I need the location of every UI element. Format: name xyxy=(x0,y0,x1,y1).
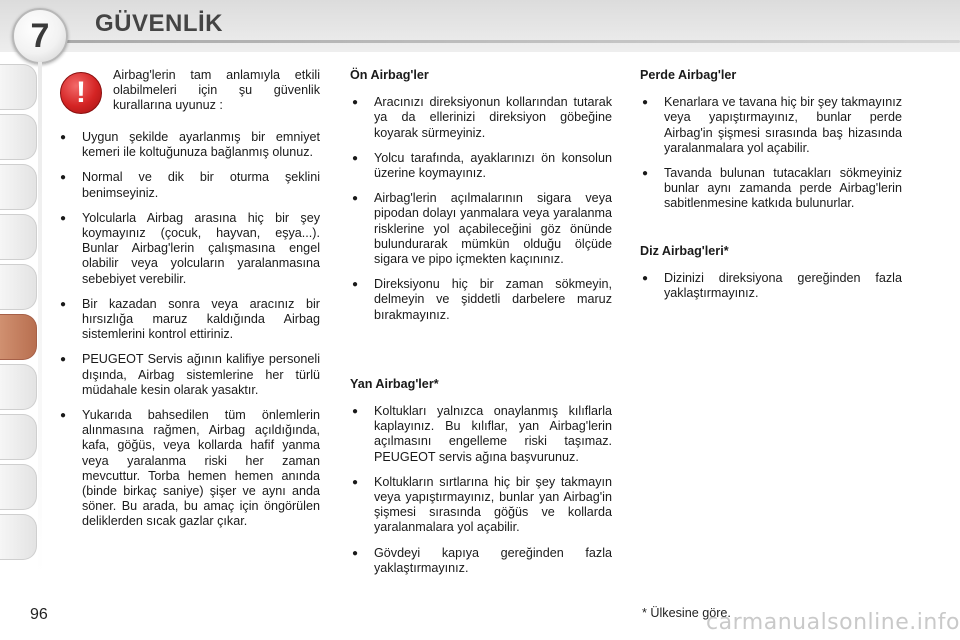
header-divider xyxy=(60,40,960,43)
side-airbags-heading: Yan Airbag'ler* xyxy=(350,376,439,391)
page-number: 96 xyxy=(30,606,48,623)
knee-airbags-list xyxy=(640,271,902,301)
front-airbags-list xyxy=(350,95,612,323)
side-airbags-list xyxy=(350,404,612,576)
list-item: ● Direksiyonu hiç bir zaman sökmeyin, delmeyin ve şiddetli darbelere maruz bırakmayınız. xyxy=(350,277,612,323)
list-item: ● Dizinizi direksiyona gereğinden fazla yaklaştırmayınız. xyxy=(640,271,902,301)
chapter-title: GÜVENLİK xyxy=(95,10,224,37)
chapter-tab[interactable] xyxy=(0,214,37,260)
list-item: ● Gövdeyi kapıya gereğinden fazla yaklaştırmayınız. xyxy=(350,546,612,576)
middle-column xyxy=(350,68,612,586)
list-item: ● Aracınızı direksiyonun kollarından tutarak ya da ellerinizi direksiyon göbeğine koyarak sürmeyiniz. xyxy=(350,95,612,141)
list-item: ● Yolcu tarafında, ayaklarınızı ön konsolun üzerine koymayınız. xyxy=(350,151,612,181)
chapter-tab[interactable] xyxy=(0,64,37,110)
chapter-tab-active[interactable] xyxy=(0,314,37,360)
chapter-tab[interactable] xyxy=(0,364,37,410)
warning-box xyxy=(58,68,320,130)
list-item: ● Koltukları yalnızca onaylanmış kılıflarla kaplayınız. Bu kılıflar, yan Airbag'lerin açılmasını engelleme riski taşımaz. PEUGEOT servis ağına başvurunuz. xyxy=(350,404,612,465)
list-item: ● Koltukların sırtlarına hiç bir şey takmayın veya yapıştırmayınız, bunlar yan Airbag'in şişmesi sırasında göğüs ve kollarda yaralanmalara yol açabilir. xyxy=(350,475,612,536)
curtain-airbags-heading: Perde Airbag'ler xyxy=(640,68,737,82)
chapter-tab[interactable] xyxy=(0,164,37,210)
exclamation-circle-icon: ! xyxy=(60,72,102,114)
left-column xyxy=(58,68,320,540)
chapter-tab[interactable] xyxy=(0,414,37,460)
chapter-tab[interactable] xyxy=(0,514,37,560)
knee-airbags-heading: Diz Airbag'leri* xyxy=(640,243,729,258)
list-item: ● PEUGEOT Servis ağının kalifiye personeli dışında, Airbag sistemlerine her türlü müdahale kesin olarak yasaktır. xyxy=(58,352,320,398)
list-item: ● Bir kazadan sonra veya aracınız bir hırsızlığa maruz kaldığında Airbag sistemlerini kontrol ettiriniz. xyxy=(58,297,320,343)
list-item: ● Yolcularla Airbag arasına hiç bir şey koymayınız (çocuk, hayvan, eşya...). Bunlar Airbag'lerin çalışmasına engel olabilir veya yolcuların yaralanmasına sebebiyet verebilir. xyxy=(58,211,320,287)
chapter-tab[interactable] xyxy=(0,114,37,160)
right-column xyxy=(640,68,902,311)
list-item: ● Kenarlara ve tavana hiç bir şey takmayınız veya yapıştırmayınız, bunlar perde Airbag'in şişmesi sırasında baş hizasında yaralanmalara yol açabilir. xyxy=(640,95,902,156)
list-item: ● Yukarıda bahsedilen tüm önlemlerin alınmasına rağmen, Airbag açıldığında, kafa, göğüs, veya kollarda hafif yanma veya yaralanma riski her zaman mevcuttur. Torba hemen hemen anında (binde birkaç saniye) şişer ve aynı anda söner. Bu arada, bu amaç için öngörülen deliklerden sıcak gazlar çıkar. xyxy=(58,408,320,530)
list-item: ● Airbag'lerin açılmalarının sigara veya pipodan dolayı yanmalara veya yaralanma risklerine yol açabileceğini göz önünde bulundurarak mümkün olduğu ölçüde sigara ve pipo içmekten kaçınınız. xyxy=(350,191,612,267)
side-divider xyxy=(38,62,42,577)
spacer xyxy=(640,222,902,244)
safety-rules-list xyxy=(58,130,320,530)
list-item: ● Normal ve dik bir oturma şeklini benimseyiniz. xyxy=(58,170,320,200)
warning-text: Airbag'lerin tam anlamıyla etkili olabilmeleri için şu güvenlik kurallarına uyunuz : xyxy=(113,68,320,113)
list-item: ● Tavanda bulunan tutacakları sökmeyiniz bunlar aynı zamanda perde Airbag'lerin sabitlenmesine katkıda bulunurlar. xyxy=(640,166,902,212)
chapter-tab[interactable] xyxy=(0,264,37,310)
front-airbags-heading: Ön Airbag'ler xyxy=(350,68,429,82)
spacer xyxy=(350,333,612,377)
footnote: * Ülkesine göre. xyxy=(642,606,731,620)
list-item: ● Uygun şekilde ayarlanmış bir emniyet kemeri ile koltuğunuza bağlanmış olunuz. xyxy=(58,130,320,160)
chapter-tab[interactable] xyxy=(0,464,37,510)
curtain-airbags-list xyxy=(640,95,902,211)
chapter-number-badge: 7 xyxy=(12,8,68,64)
watermark: carmanualsonline.info xyxy=(706,610,960,635)
